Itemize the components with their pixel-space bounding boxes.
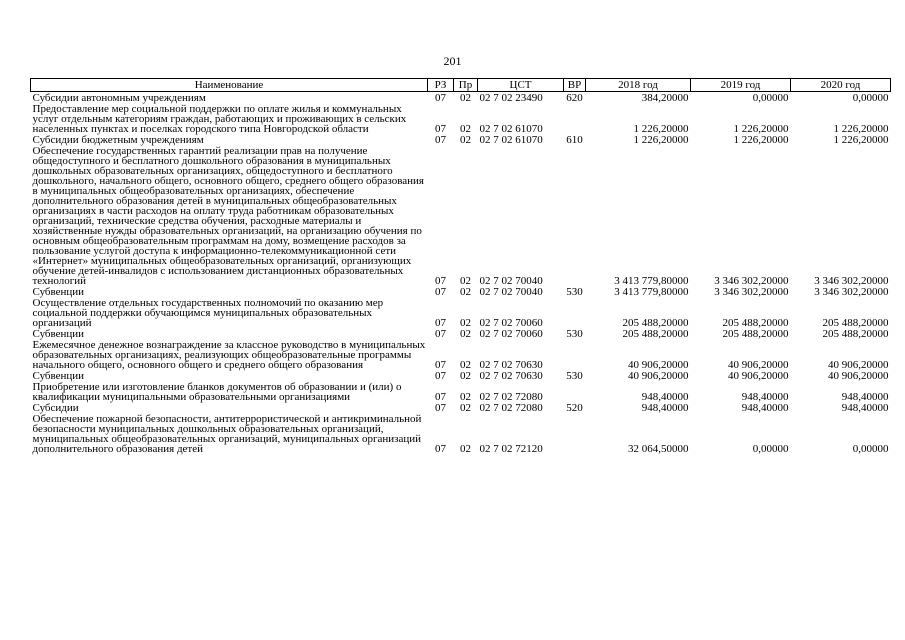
- cell-pr: 02: [460, 443, 471, 455]
- cell-rz: 07: [435, 134, 446, 146]
- cell-2020: 948,40000: [841, 402, 889, 414]
- cell-2019: 40 906,20000: [728, 370, 789, 382]
- cell-2018: 3 413 779,80000: [614, 286, 689, 298]
- cell-name: Осуществление отдельных государственных полномочий по оказанию мер социальной поддержки обучающимся муниципальных образовательных организаций: [32, 297, 384, 329]
- cell-2019: 948,40000: [741, 402, 789, 414]
- table-row: [31, 145, 891, 286]
- cell-rz: 07: [435, 402, 446, 414]
- cell-2019: 3 346 302,20000: [714, 286, 789, 298]
- cell-cst: 02 7 02 70060: [479, 328, 543, 340]
- table-row: [31, 381, 891, 402]
- cell-2020: 948,40000: [841, 391, 889, 403]
- cell-2018: 205 488,20000: [622, 328, 689, 340]
- cell-cst: 02 7 02 70630: [479, 359, 543, 371]
- header-pr: Пр: [454, 79, 478, 92]
- cell-pr: 02: [460, 391, 471, 403]
- header-2019: 2019 год: [691, 79, 791, 92]
- cell-name: Субсидии бюджетным учреждениям: [32, 134, 204, 146]
- cell-pr: 02: [460, 359, 471, 371]
- cell-2020: 1 226,20000: [833, 134, 889, 146]
- cell-name: Субвенции: [32, 328, 85, 340]
- cell-2020: 40 906,20000: [828, 359, 889, 371]
- table-header-row: [31, 79, 891, 92]
- cell-vr: [564, 103, 586, 134]
- cell-2018: 40 906,20000: [628, 359, 689, 371]
- cell-cst: 02 7 02 70040: [479, 275, 543, 287]
- cell-cst: 02 7 02 72080: [479, 391, 543, 403]
- cell-pr: 02: [460, 328, 471, 340]
- table-row: [31, 413, 891, 454]
- cell-2020: 0,00000: [852, 443, 889, 455]
- cell-name: Субсидии: [32, 402, 79, 414]
- cell-2018: 205 488,20000: [622, 317, 689, 329]
- cell-2018: 384,20000: [641, 92, 689, 104]
- cell-2019: 948,40000: [741, 391, 789, 403]
- cell-cst: 02 7 02 23490: [479, 92, 543, 104]
- cell-2018: 3 413 779,80000: [614, 275, 689, 287]
- cell-2020: 40 906,20000: [828, 370, 889, 382]
- cell-vr: [564, 381, 586, 402]
- header-cst: ЦСТ: [478, 79, 564, 92]
- header-2020: 2020 год: [791, 79, 891, 92]
- table-row: [31, 134, 891, 145]
- cell-cst: 02 7 02 70040: [479, 286, 543, 298]
- cell-2020: 1 226,20000: [833, 123, 889, 135]
- cell-pr: 02: [460, 402, 471, 414]
- cell-rz: 07: [435, 92, 446, 104]
- table-row: [31, 92, 891, 104]
- cell-vr: 610: [566, 134, 583, 146]
- cell-2020: 205 488,20000: [822, 317, 889, 329]
- cell-name: Субвенции: [32, 286, 85, 298]
- cell-2018: 1 226,20000: [633, 134, 689, 146]
- cell-2019: 1 226,20000: [733, 134, 789, 146]
- header-2018: 2018 год: [586, 79, 691, 92]
- cell-rz: 07: [435, 275, 446, 287]
- cell-name: Субвенции: [32, 370, 85, 382]
- cell-vr: [564, 297, 586, 328]
- cell-pr: 02: [460, 275, 471, 287]
- table-row: [31, 297, 891, 328]
- cell-cst: 02 7 02 70630: [479, 370, 543, 382]
- cell-2019: 0,00000: [752, 92, 789, 104]
- cell-2019: 40 906,20000: [728, 359, 789, 371]
- cell-pr: 02: [460, 123, 471, 135]
- table-row: [31, 402, 891, 413]
- cell-2019: 3 346 302,20000: [714, 275, 789, 287]
- cell-2018: 948,40000: [641, 391, 689, 403]
- cell-2018: 40 906,20000: [628, 370, 689, 382]
- cell-pr: 02: [460, 286, 471, 298]
- table-row: [31, 103, 891, 134]
- cell-2020: 3 346 302,20000: [814, 275, 889, 287]
- cell-name: Субсидии автономным учреждениям: [32, 92, 206, 104]
- cell-cst: 02 7 02 61070: [479, 123, 543, 135]
- cell-vr: 620: [566, 92, 583, 104]
- cell-2018: 32 064,50000: [628, 443, 689, 455]
- cell-vr: [564, 339, 586, 370]
- cell-name: Приобретение или изготовление бланков документов об образовании и (или) о квалификации муниципальными образовательными организациями: [32, 381, 402, 403]
- cell-vr: 530: [566, 286, 583, 298]
- budget-table: [30, 78, 891, 454]
- cell-pr: 02: [460, 317, 471, 329]
- header-rz: РЗ: [428, 79, 454, 92]
- cell-cst: 02 7 02 72080: [479, 402, 543, 414]
- cell-pr: 02: [460, 92, 471, 104]
- cell-rz: 07: [435, 359, 446, 371]
- cell-rz: 07: [435, 391, 446, 403]
- cell-vr: [564, 145, 586, 286]
- table-row: [31, 370, 891, 381]
- cell-rz: 07: [435, 123, 446, 135]
- cell-2020: 205 488,20000: [822, 328, 889, 340]
- table-row: [31, 328, 891, 339]
- cell-vr: 530: [566, 328, 583, 340]
- cell-vr: 520: [566, 402, 583, 414]
- cell-name: Ежемесячное денежное вознаграждение за классное руководство в муниципальных образовательных организациях, реализующих общеобразовательные программы начального общего, основного общего и среднего общего образования: [32, 339, 426, 371]
- cell-2018: 948,40000: [641, 402, 689, 414]
- table-body: [31, 92, 891, 455]
- cell-2019: 205 488,20000: [722, 317, 789, 329]
- header-vr: ВР: [564, 79, 586, 92]
- cell-name: Предоставление мер социальной поддержки по оплате жилья и коммунальных услуг отдельным категориям граждан, работающих и проживающих в сельских населенных пунктах и поселках городского типа Новгородской области: [32, 103, 407, 135]
- cell-rz: 07: [435, 317, 446, 329]
- cell-rz: 07: [435, 443, 446, 455]
- cell-vr: [564, 413, 586, 454]
- cell-2019: 0,00000: [752, 443, 789, 455]
- page-number: 201: [443, 54, 462, 68]
- cell-name: Обеспечение пожарной безопасности, антитеррористической и антикриминальной безопасности муниципальных дошкольных образовательных организаций, муниципальных общеобразовательных организаций, муниципальных организаций дополнительного образования детей: [32, 413, 422, 455]
- cell-vr: 530: [566, 370, 583, 382]
- cell-name: Обеспечение государственных гарантий реализации прав на получение общедоступного и бесплатного дошкольного образования в муниципальных дошкольных образовательных организациях, общедоступного и бесплатного дошкольного, начального общего, основного общего, среднего общего образования в муниципальных общеобразовательных организациях, обеспечение дополнительного образования детей в муниципальных общеобразовательных организациях в части расходов на оплату труда работникам образовательных организаций, технические средства обучения, расходные материалы и хозяйственные нужды образовательных организаций, на организацию обучения по основным общеобразовательным программам на дому, возмещение расходов за пользование услугой доступа к информационно-телекоммуникационной сети «Интернет» муниципальных общеобразовательных организаций, организующих обучение детей-инвалидов с использованием дистанционных образовательных технологий: [32, 145, 424, 287]
- table-row: [31, 339, 891, 370]
- cell-rz: 07: [435, 370, 446, 382]
- cell-cst: 02 7 02 61070: [479, 134, 543, 146]
- cell-pr: 02: [460, 370, 471, 382]
- cell-rz: 07: [435, 328, 446, 340]
- cell-2019: 205 488,20000: [722, 328, 789, 340]
- cell-2019: 1 226,20000: [733, 123, 789, 135]
- table-row: [31, 286, 891, 297]
- header-name: Наименование: [31, 79, 428, 92]
- cell-pr: 02: [460, 134, 471, 146]
- cell-rz: 07: [435, 286, 446, 298]
- cell-cst: 02 7 02 70060: [479, 317, 543, 329]
- cell-2018: 1 226,20000: [633, 123, 689, 135]
- cell-2020: 3 346 302,20000: [814, 286, 889, 298]
- cell-2020: 0,00000: [852, 92, 889, 104]
- cell-cst: 02 7 02 72120: [479, 443, 543, 455]
